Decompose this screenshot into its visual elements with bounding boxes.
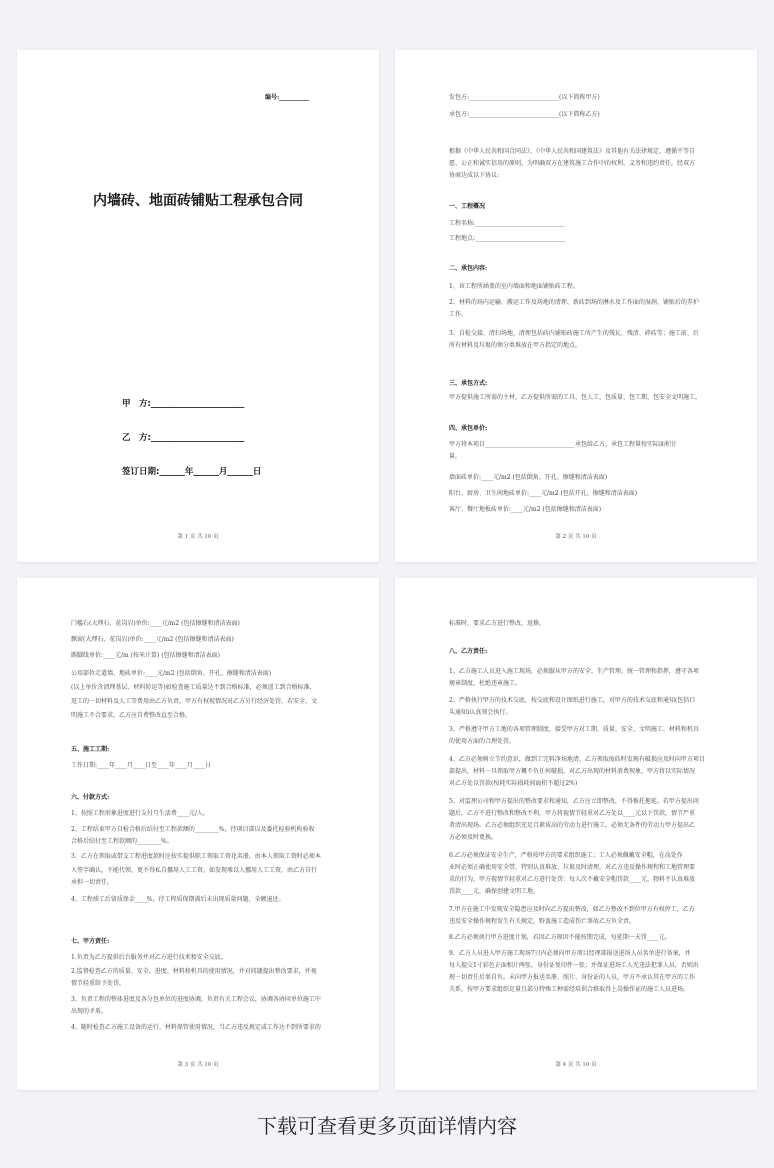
page3-line: 工作日期:____年____月____日至____年____月____日 [71, 762, 212, 769]
page4-line: 现一切责任后果自负。未向甲方报送名册、照片、身份证的人员，甲方不承认其在甲方的工作 [449, 974, 696, 981]
page3-line: 情节轻重给予处罚。 [71, 980, 126, 987]
sign-date-line: 签订日期:______年______月______日 [122, 467, 262, 477]
page4-line: 业时必须正确使用安全带，特别认真堆放、垃圾及时清理，对乙方违反操作规程和工地管理要 [449, 864, 696, 871]
page4-line: 方必须及时更换。 [449, 834, 498, 841]
page2-line: 工作。 [449, 311, 468, 318]
page2-line: 工程地点:______________________________ [449, 235, 566, 242]
page2-line: 3、自检交接、清扫场地、清理包括砖内铺贴砖施工所产生的残瓦、残渣、碎砖等；施工前、后 [449, 330, 699, 337]
page2-line: 2、材料的场内运输、搬运工作及场地的清理、新砖到场的淋水及工作面的湿润、铺贴后的养护 [449, 299, 699, 306]
page3-line: 承担一切责任。 [71, 879, 114, 886]
page2-line: 甲方将本项目______________________________承包给乙方，承包工程量按实际面积计 [449, 441, 678, 448]
page-2 [395, 50, 757, 562]
page3-line: 合格后结付至工程款额的________%。 [71, 838, 173, 845]
page4-line: 题后，乙方不进行整改和整改不利，甲方将视情节轻重对乙方处以____元以下罚款，情节严重 [449, 810, 696, 817]
party-b-line: 乙 方:______________________ [122, 433, 245, 443]
page3-line: 公用部位走道墙、地砖单价:____元/m2 (包括倒角、开孔、擦缝和清洁表面) [71, 670, 272, 677]
page-1 [17, 50, 379, 562]
page4-line: 八、乙方责任: [449, 648, 488, 655]
page3-line: 七、甲方责任: [71, 938, 110, 945]
page3-line: 4、随时检查乙方施工设备的运行、材料保管使用情况，当乙方违反规定或工作达不到所要求的 [71, 1024, 321, 1031]
page3-line: 返工的一切材料及人工等费用由乙方负责，甲方有权视情况对乙方另行经济处罚，若安全、文 [71, 698, 318, 705]
page4-line: 头通知)认真领会执行。 [449, 709, 512, 716]
page2-line: 协商达成以下协议: [449, 172, 500, 179]
page2-line: 阳台、厨房、卫生间地砖单价:____元/m2 (包括开孔、擦缝和清洁表面) [449, 490, 638, 497]
page4-line: 部提出，材料一旦领取甲方概不负任何破损，对乙方出现的材料浪费现象，甲方将以实际情况 [449, 768, 696, 775]
page3-line: 1.负责为乙方提供后台服务并对乙方进行技术和安全交底。 [71, 954, 227, 961]
page4-line: 8.乙方必须执行甲方进度计划，若因乙方原因不能按期完成，每延期一天罚____元。 [449, 934, 671, 941]
page2-line: 客厅、餐厅地板砖单价:____元/m2 (包括擦缝和清洁表面) [449, 506, 602, 513]
page3-line: 明施工不合要求，乙方应自费整改直至合格。 [71, 712, 192, 719]
page2-line: 根据《中华人民共和国合同法》、《中华人民共和国建筑法》及其他有关法律规定，遵循平等自 [449, 148, 696, 155]
page3-line: 踢脚线单价:____元/m (按米计算) (包括擦缝和清洁表面) [71, 652, 220, 659]
page4-line: 对乙方处以罚款(按耗实际损耗间面积不超过2%) [449, 780, 578, 787]
page4-line: 9、乙方人员进入甲方施工现场7日内必须向甲方项目经理部报送进场人员名单进行备案，并 [449, 950, 691, 957]
page4-line: 5、对监理公司和甲方提出的整改要求和通知，乙方应立即整改，不得推托拖延。若甲方提出问 [449, 798, 699, 805]
page4-line: 规章制度，杜绝违章施工。 [449, 680, 522, 687]
party-a-line: 甲 方:______________________ [122, 399, 245, 409]
page2-line: 愿、公正和诚实信用的原则，为明确双方在建筑施工合作中的权利、义务和违约责任，经双方 [449, 160, 696, 167]
page-3 [17, 578, 379, 1090]
page3-line: (以上单价含清理基层、材料转运等)如检查施工质量达不到合格标准，必须返工到合格标准， [71, 684, 316, 691]
page3-line: 4、工程竣工后留质保金____%，待工程质保期满后未出现质量问题，全额退还。 [71, 896, 285, 903]
page3-line: 人签字确认，不能代领，更不得私自挪用人工工资，如发现乘以人挪用人工工资，由乙方自行 [71, 867, 318, 874]
download-caption[interactable]: 下载可查看更多页面详情内容 [257, 1114, 517, 1138]
page3-line: 出现的矛盾。 [71, 1008, 108, 1015]
page3-line: 门槛石(大理石、花岗岩)单价:____元/m2 (包括擦缝和清洁表面) [71, 620, 240, 627]
page4-line: 标准时，要求乙方进行整改、返修。 [449, 620, 546, 627]
page2-line: 一、工程概况 [449, 203, 486, 210]
page3-line: 六、付款方式: [71, 794, 110, 801]
page3-line: 飘窗(大理石、花岗岩)单价:____元/m2 (包括擦缝和清洁表面) [71, 636, 234, 643]
page4-line: 7.甲方在施工中发现安全隐患应及时向乙方提出整改，如乙方整改不到位甲方有权停工，乙方 [449, 906, 695, 913]
page3-line: 五、施工工期: [71, 746, 110, 753]
page2-line: 1、该工程所涵盖的室内墙面和地面铺贴砖工程。 [449, 283, 579, 290]
page4-line: 求的行为，甲方视情节轻重对乙方进行处罚：每人次不戴安全帽罚款____元，物料不认真堆放 [449, 876, 696, 883]
page-3-footer: 第 3 页 共 10 页 [177, 1062, 219, 1068]
contract-title: 内墙砖、地面砖铺贴工程承包合同 [93, 193, 303, 209]
page4-line: 3、严格遵守甲方工地的各项管理制度，接受甲方对工期、质量、安全、文明施工、材料和机具 [449, 726, 699, 733]
contract-number-label: 编号:__________ [265, 94, 310, 101]
page-4-footer: 第 4 页 共 10 页 [555, 1062, 597, 1068]
page3-line: 1、按照工程形象进度进行支付月生活费____元/人。 [71, 810, 209, 817]
page3-line: 2.监督检查乙方的质量、安全、进度、材料和机具的使用情况，并对问题提出整改要求，并视 [71, 968, 317, 975]
page4-line: 者清出现场。乙方必须组织充足且素质高的劳动力进行施工，必须无条件的劳动力甲方提出乙 [449, 822, 696, 829]
page4-line: 1、乙方施工人员进入施工现场，必须服从甲方的安全、生产管理、统一管理和指挥，遵守各项 [449, 668, 699, 675]
page2-line: 工程名称:______________________________ [449, 220, 566, 227]
page4-line: 违反安全操作规程发生有关规定，野蛮施工造成伤亡事故乙方负全责。 [449, 918, 636, 925]
page2-line: 墙面砖单价:____元/m2 (包括倒角、开孔、擦缝和清洁表面) [449, 474, 608, 481]
page2-line: 四、承包单价: [449, 425, 488, 432]
page4-line: 6.乙方必须保证安全生产，严格按甲方的要求组织施工；工人必须佩戴安全帽，在高处作 [449, 852, 683, 859]
page2-line: 甲方提供施工所需的主材，乙方提供所需的工具、包人工、包质量、包工期、包安全文明施工。 [449, 394, 702, 401]
page2-line: 发包方:______________________________(以下简称甲方) [449, 94, 600, 101]
page2-line: 所有材料及垃圾的须分类堆放在甲方指定的地点。 [449, 342, 582, 349]
page2-line: 三、承包方式: [449, 380, 488, 387]
page4-line: 罚款____元，确保创建文明工地。 [449, 888, 540, 895]
page4-line: 的使用方面的合理处罚。 [449, 738, 516, 745]
page2-line: 量。 [449, 453, 462, 460]
page4-line: 每人提交1寸彩色正面相片两张、身份证复印件一张；并保证进场工人无违法犯罪人员，否则出 [449, 962, 699, 969]
page-4 [395, 578, 757, 1090]
page3-line: 2、工程结束甲方自检合格后结付至工程款额的________%，待项目部以及委托检验机构验收 [71, 826, 315, 833]
page-2-footer: 第 2 页 共 10 页 [555, 534, 597, 540]
page2-line: 承包方:______________________________(以下简称乙方) [449, 111, 600, 118]
page4-line: 4、乙方必须树立节约意识，做到工完料净场地清。乙方领取废砖时发现有破损应及时向甲方项目 [449, 756, 705, 763]
page4-line: 2、严格执行甲方的技术交底，按交底和设计图纸进行施工，对甲方的技术交底和通知(包括口 [449, 697, 696, 704]
page4-line: 关系，按甲方要求组织足量且部分特殊工种需经培训合格取得上岗操作证的施工人员进场。 [449, 986, 690, 993]
page-1-footer: 第 1 页 共 10 页 [177, 534, 219, 540]
page3-line: 3、负责工程的整体进度及各分包单位的进度协调，负责有关工程会议，协调各协同单位施工中 [71, 996, 321, 1003]
page3-line: 3、乙方在领取或借支工程进度款时应按实提供职工领取工资花名册，由本人领取工资时必须本 [71, 853, 321, 860]
page2-line: 二、承包内容: [449, 265, 488, 272]
